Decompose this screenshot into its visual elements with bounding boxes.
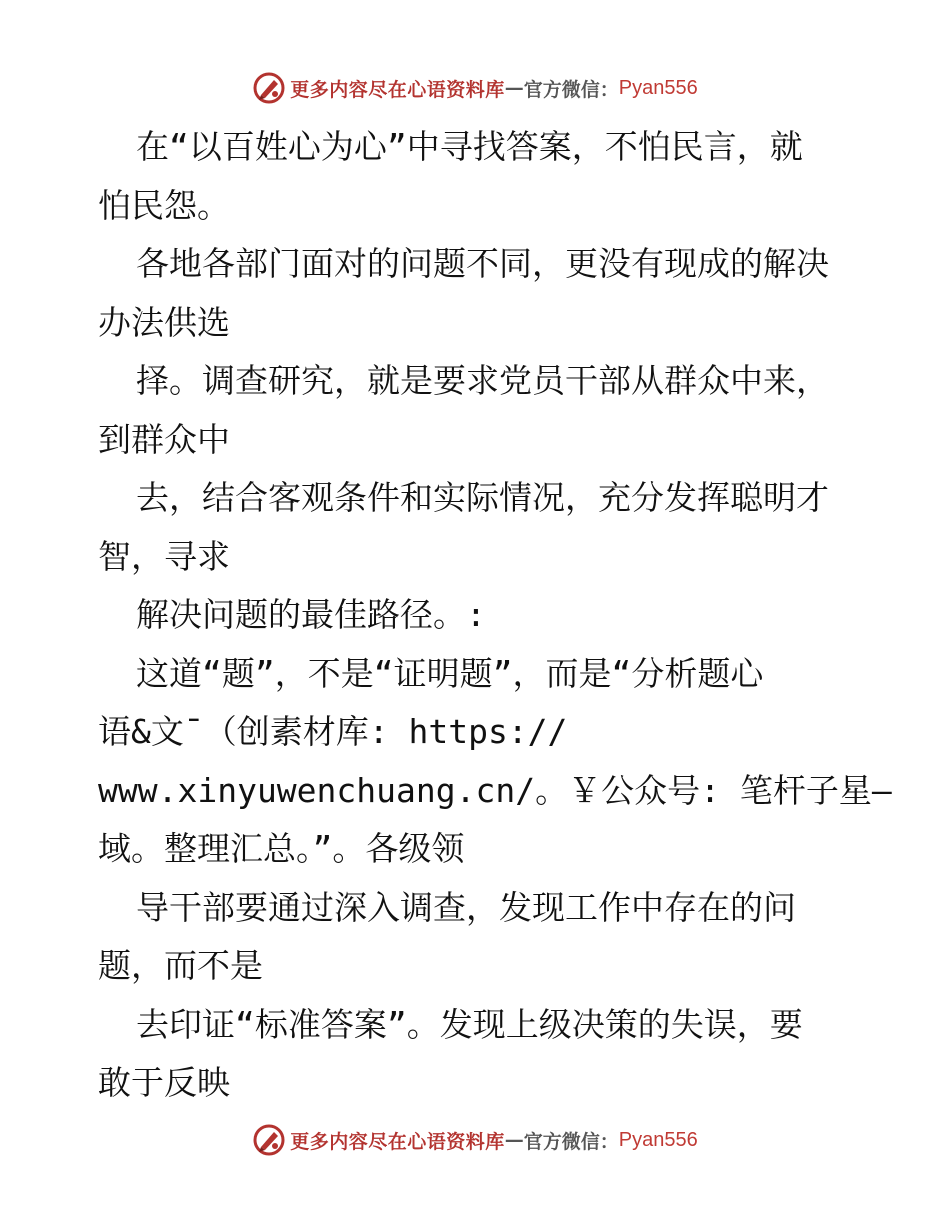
text-line: 域。整理汇总。”。各级领 — [98, 829, 465, 868]
text-line: 各地各部门面对的问题不同，更没有现成的解决 — [136, 244, 829, 283]
header-wechat-label: 官方微信： — [523, 78, 619, 101]
text-line: 敢于反映 — [98, 1063, 230, 1102]
text-line: www.xinyuwenchuang.cn/。￥公众号: 笔杆子星— — [98, 770, 892, 810]
pen-logo-icon — [252, 71, 286, 105]
text-line: 去印证“标准答案”。发现上级决策的失误，要 — [136, 1004, 803, 1044]
footer-wechat-label: 官方微信： — [523, 1130, 619, 1153]
text-line: 智，寻求 — [98, 536, 230, 576]
text-line: 去，结合客观条件和实际情况，充分发挥聪明才 — [136, 478, 829, 517]
document-body — [98, 118, 892, 1113]
text-line: 在“以百姓心为心”中寻找答案，不怕民言，就 — [136, 127, 803, 166]
footer-banner — [0, 1120, 950, 1160]
text-line: 办法供选 — [98, 302, 230, 342]
text-line: 导干部要通过深入调查，发现工作中存在的问 — [136, 887, 796, 927]
header-site-text: 更多内容尽在心语资料库 — [290, 78, 505, 101]
footer-wechat-id: Pyan556 — [618, 1128, 698, 1151]
text-line: 语&文¯（创素材库: https:// — [98, 712, 568, 751]
footer-site-text: 更多内容尽在心语资料库 — [290, 1130, 505, 1153]
pen-logo-icon — [252, 1123, 286, 1157]
text-line: 怕民怨。 — [98, 185, 230, 225]
text-line: 这道“题”，不是“证明题”，而是“分析题心 — [136, 653, 764, 693]
text-line: 解决问题的最佳路径。: — [136, 595, 486, 634]
header-dash: — — [504, 77, 524, 99]
header-banner — [0, 68, 950, 108]
text-line: 到群众中 — [98, 419, 230, 459]
header-wechat-id: Pyan556 — [618, 76, 698, 99]
footer-dash: — — [504, 1129, 524, 1151]
text-line: 择。调查研究，就是要求党员干部从群众中来， — [136, 361, 829, 400]
text-line: 题，而不是 — [98, 946, 263, 985]
